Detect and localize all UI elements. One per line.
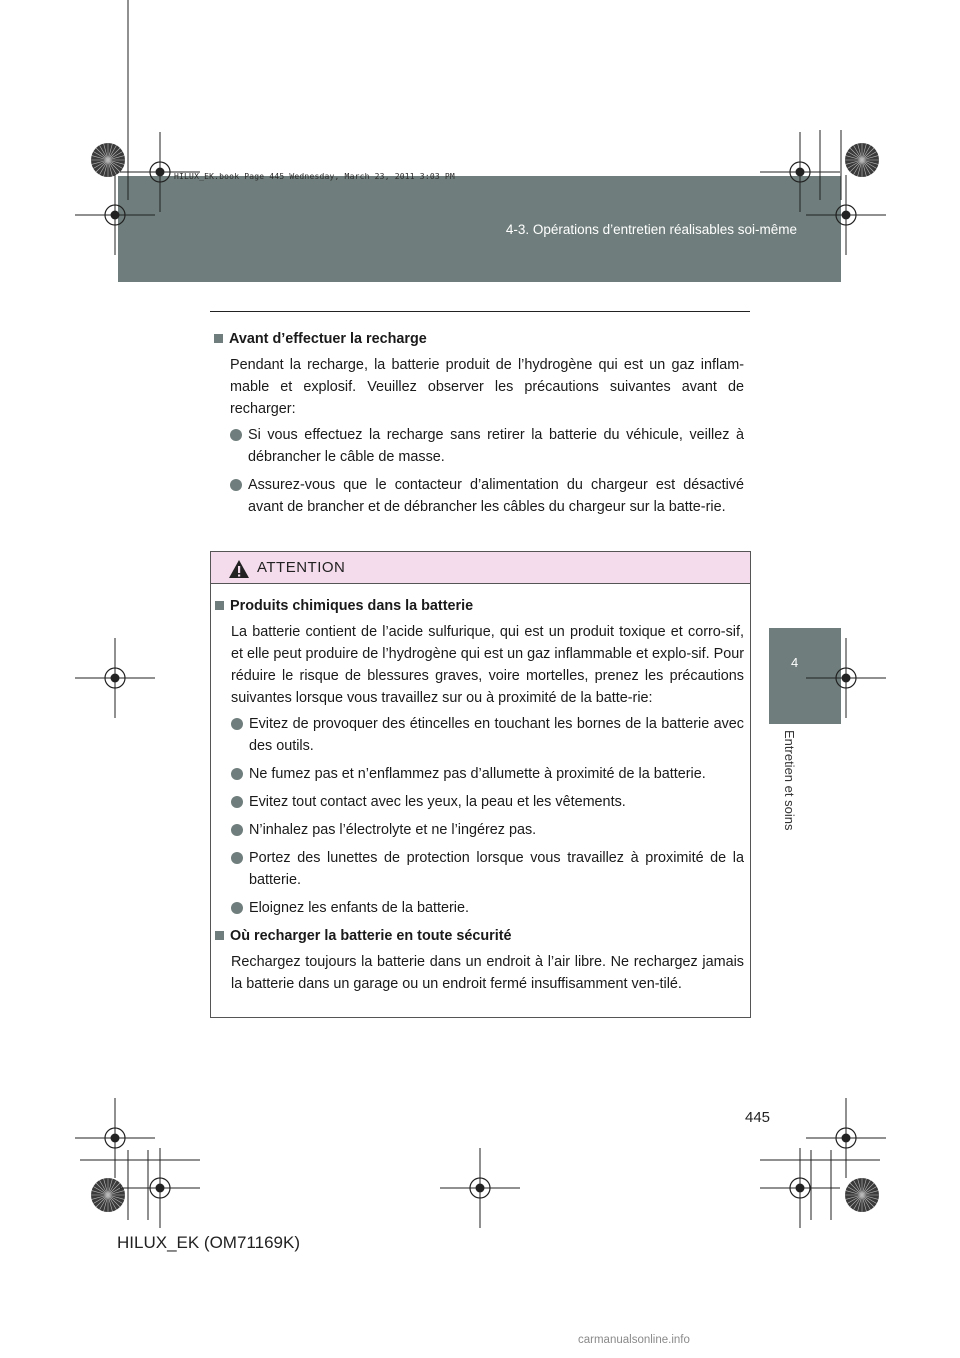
dial-spoke [108, 1179, 112, 1195]
dial-spoke [108, 160, 123, 169]
dial-spoke [862, 148, 874, 160]
dial-spoke [108, 1195, 123, 1204]
round-bullet-icon [230, 429, 242, 441]
dial-spoke [108, 160, 120, 172]
dial-spoke [108, 152, 123, 161]
section-bullet-list [214, 424, 744, 518]
dial-spoke [854, 160, 863, 175]
dial-spoke [93, 152, 108, 161]
dial-spoke [96, 148, 108, 160]
dial-spoke [862, 160, 877, 169]
crosshair-center-icon [796, 1184, 805, 1193]
bullet-text: N’inhalez pas l’électrolyte et ne l’ingérez pas. [249, 822, 537, 838]
dial-spoke [108, 1195, 112, 1211]
section-heading [214, 328, 744, 350]
book-stamp: HILUX_EK.book Page 445 Wednesday, March 23, 2011 3:03 PM [174, 172, 455, 181]
dial-spoke [862, 152, 877, 161]
dial-spoke [862, 1180, 871, 1195]
round-bullet-icon [231, 852, 243, 864]
bullet-text: Si vous effectuez la recharge sans retirer la batterie du véhicule, veillez à débrancher le câble de masse. [248, 427, 744, 465]
warning-block-heading-text: Produits chimiques dans la batterie [230, 598, 474, 614]
dial-spoke [104, 144, 108, 160]
dial-spoke [104, 160, 108, 176]
dial-spoke [92, 160, 108, 164]
warning-triangle-icon [228, 559, 250, 579]
section-intro: Pendant la recharge, la batterie produit de l’hydrogène qui est un gaz inflam-mable et explosif. Veuillez observer les précautions suivantes avant de recharger: [230, 357, 744, 417]
dial-spoke [854, 1180, 863, 1195]
dial-spoke [108, 148, 120, 160]
crosshair-center-icon [842, 211, 851, 220]
watermark-link[interactable]: carmanualsonline.info [578, 1334, 690, 1346]
dial-spoke [846, 1195, 862, 1199]
dial-spoke [854, 1195, 863, 1210]
dial-spoke [108, 156, 124, 160]
dial-spoke [862, 160, 866, 176]
round-bullet-icon [231, 768, 243, 780]
chapter-tab[interactable] [769, 628, 841, 724]
section-heading-text: Avant d’effectuer la recharge [229, 331, 427, 347]
dial-spoke [92, 1191, 108, 1195]
dial-spoke [93, 1187, 108, 1196]
round-bullet-icon [230, 479, 242, 491]
dial-spoke [862, 160, 871, 175]
warning-header [211, 552, 750, 584]
round-bullet-icon [231, 796, 243, 808]
dial-spoke [862, 1183, 874, 1195]
warning-block-heading-text: Où recharger la batterie en toute sécurité [230, 928, 512, 944]
registration-dial-icon [91, 1178, 125, 1212]
bullet-text: Evitez tout contact avec les yeux, la peau et les vêtements. [249, 794, 626, 810]
dial-spoke [108, 1180, 117, 1195]
dial-spoke [96, 1195, 108, 1207]
crosshair-target-icon [150, 1178, 170, 1198]
bullet-text: Portez des lunettes de protection lorsque vous travaillez à proximité de la batterie. [249, 850, 744, 888]
dial-spoke [862, 1195, 878, 1199]
chapter-label-wrap [781, 730, 801, 850]
dial-spoke [846, 160, 862, 164]
bullet-text: Ne fumez pas et n’enflammez pas d’allumette à proximité de la batterie. [249, 766, 706, 782]
dial-spoke [847, 152, 862, 161]
crosshair-center-icon [111, 1134, 120, 1143]
main-content [214, 328, 744, 524]
dial-spoke [100, 145, 109, 160]
dial-spoke [93, 160, 108, 169]
crosshair-target-icon [105, 1128, 125, 1148]
dial-spoke [104, 1195, 108, 1211]
dial-spoke [108, 1195, 117, 1210]
dial-spoke [862, 1179, 866, 1195]
dial-spoke [862, 1195, 874, 1207]
bullet-item [231, 897, 744, 919]
bullet-item [230, 474, 744, 518]
chapter-number: 4 [791, 655, 799, 670]
registration-dial-icon [845, 1178, 879, 1212]
dial-spoke [858, 1195, 862, 1211]
dial-spoke [108, 160, 117, 175]
dial-spoke [850, 1183, 862, 1195]
dial-spoke [862, 1195, 871, 1210]
warning-block-heading [215, 595, 744, 617]
dial-spoke [93, 1195, 108, 1204]
dial-spoke [862, 1195, 877, 1204]
dial-spoke [862, 160, 874, 172]
dial-spoke [847, 160, 862, 169]
dial-spoke [846, 156, 862, 160]
dial-spoke [108, 145, 117, 160]
dial-spoke [862, 156, 878, 160]
dial-spoke [108, 1183, 120, 1195]
bullet-item [231, 763, 744, 785]
dial-spoke [862, 160, 878, 164]
dial-spoke [847, 1195, 862, 1204]
bullet-item [230, 424, 744, 468]
dial-spoke [92, 156, 108, 160]
dial-spoke [854, 145, 863, 160]
registration-dial-icon [91, 143, 125, 177]
bullet-item [231, 847, 744, 891]
chapter-label: Entretien et soins [782, 730, 797, 831]
manual-code: HILUX_EK (OM71169K) [117, 1233, 300, 1252]
square-bullet-icon [214, 334, 223, 343]
bullet-text: Assurez-vous que le contacteur d’alimentation du chargeur est désactivé avant de brancher et de débrancher les câbles du chargeur sur la batte-rie. [248, 477, 744, 515]
round-bullet-icon [231, 718, 243, 730]
dial-spoke [108, 160, 112, 176]
dial-spoke [862, 1195, 866, 1211]
dial-spoke [100, 160, 109, 175]
dial-spoke [108, 1195, 120, 1207]
dial-spoke [858, 1179, 862, 1195]
page-number: 445 [745, 1109, 771, 1126]
top-divider [210, 311, 750, 312]
dial-spoke [858, 160, 862, 176]
dial-spoke [862, 145, 871, 160]
crosshair-target-icon [105, 668, 125, 688]
crosshair-center-icon [476, 1184, 485, 1193]
dial-spoke [108, 144, 112, 160]
round-bullet-icon [231, 824, 243, 836]
bullet-text: Evitez de provoquer des étincelles en touchant les bornes de la batterie avec des outils. [249, 716, 744, 754]
bullet-item [231, 791, 744, 813]
bullet-item [231, 713, 744, 757]
square-bullet-icon [215, 931, 224, 940]
dial-spoke [92, 1195, 108, 1199]
dial-spoke [850, 160, 862, 172]
warning-block-text: Rechargez toujours la batterie dans un endroit à l’air libre. Ne rechargez jamais la batterie dans un garage ou un endroit fermé insuffisamment ven-tilé. [231, 954, 744, 992]
round-bullet-icon [231, 902, 243, 914]
warning-title: ATTENTION [257, 559, 346, 576]
dial-spoke [846, 1191, 862, 1195]
warning-body [215, 595, 744, 999]
square-bullet-icon [215, 601, 224, 610]
dial-spoke [108, 160, 124, 164]
warning-block-text: La batterie contient de l’acide sulfurique, qui est un produit toxique et corro-sif, et elle peut produire de l’hydrogène qui est un gaz inflammable et explo-sif. Pour réduire le risque de blessures graves, voire mortelles, prenez les précautions suivantes lorsque vous travaillez sur ou à proximité de la batte-rie: [231, 624, 744, 706]
warning-box [210, 551, 751, 1018]
dial-spoke [108, 1191, 124, 1195]
crosshair-target-icon [470, 1178, 490, 1198]
registration-dial-icon [845, 143, 879, 177]
crosshair-center-icon [842, 1134, 851, 1143]
dial-spoke [108, 1195, 124, 1199]
dial-spoke [850, 148, 862, 160]
dial-spoke [100, 1195, 109, 1210]
dial-spoke [862, 144, 866, 160]
dial-spoke [96, 1183, 108, 1195]
dial-spoke [862, 1191, 878, 1195]
section-title: 4-3. Opérations d’entretien réalisables soi-même [505, 222, 797, 237]
dial-spoke [100, 1180, 109, 1195]
dial-spoke [850, 1195, 862, 1207]
crosshair-target-icon [836, 1128, 856, 1148]
bullet-text: Eloignez les enfants de la batterie. [249, 900, 469, 916]
dial-spoke [96, 160, 108, 172]
dial-spoke [108, 1187, 123, 1196]
dial-spoke [862, 1187, 877, 1196]
dial-spoke [847, 1187, 862, 1196]
dial-spoke [104, 1179, 108, 1195]
warning-block-heading [215, 925, 744, 947]
crosshair-center-icon [156, 1184, 165, 1193]
crosshair-center-icon [842, 674, 851, 683]
dial-spoke [858, 144, 862, 160]
bullet-item [231, 819, 744, 841]
crosshair-target-icon [790, 1178, 810, 1198]
crosshair-center-icon [111, 674, 120, 683]
